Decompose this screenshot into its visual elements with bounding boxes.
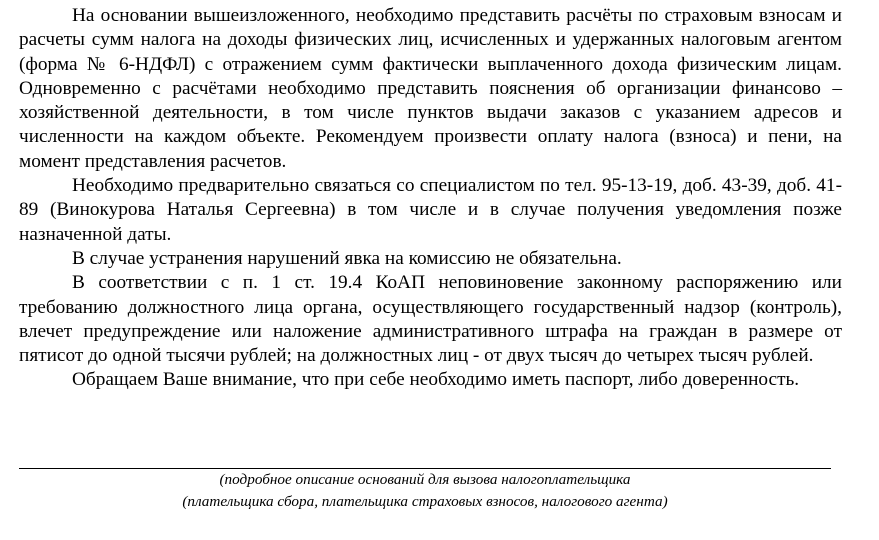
document-body: [19, 4, 842, 393]
caption-line-1: (подробное описание оснований для вызова налогоплательщика: [219, 471, 631, 488]
caption-line-2: (плательщика сбора, плательщика страховых взносов, налогового агента): [182, 493, 668, 510]
paragraph-attendance-optional: В случае устранения нарушений явка на комиссию не обязательна.: [72, 247, 622, 269]
signature-underline: [19, 468, 831, 469]
paragraph-report-requirements: На основании вышеизложенного, необходимо представить расчёты по страховым взносам и расчеты сумм налога на доходы физических лиц, исчисленных и удержанных налоговым агентом (форма № 6-НДФЛ) с отражением сумм фактически выплаченного дохода физическим лицам. Одновременно с расчётами необходимо представить пояснения об организации финансово – хозяйственной деятельности, в том числе пунктов выдачи заказов с указанием адресов и численности на каждом объекте. Рекомендуем произвести оплату налога (взноса) и пени, на момент представления расчетов.: [19, 5, 842, 172]
paragraph-koap-penalty: В соответствии с п. 1 ст. 19.4 КоАП неповиновение законному распоряжению или требованию должностного лица органа, осуществляющего государственный надзор (контроль), влечет предупреждение или наложение административного штрафа на граждан в размере от пятисот до одной тысячи рублей; на должностных лиц - от двух тысяч до четырех тысяч рублей.: [19, 272, 842, 367]
paragraph-passport-notice: Обращаем Ваше внимание, что при себе необходимо иметь паспорт, либо доверенность.: [72, 369, 800, 391]
paragraph-contact-specialist: Необходимо предварительно связаться со специалистом по тел. 95-13-19, доб. 43-39, доб. 41-89 (Винокурова Наталья Сергеевна) в том числе и в случае получения уведомления позже назначенной даты.: [19, 175, 842, 245]
